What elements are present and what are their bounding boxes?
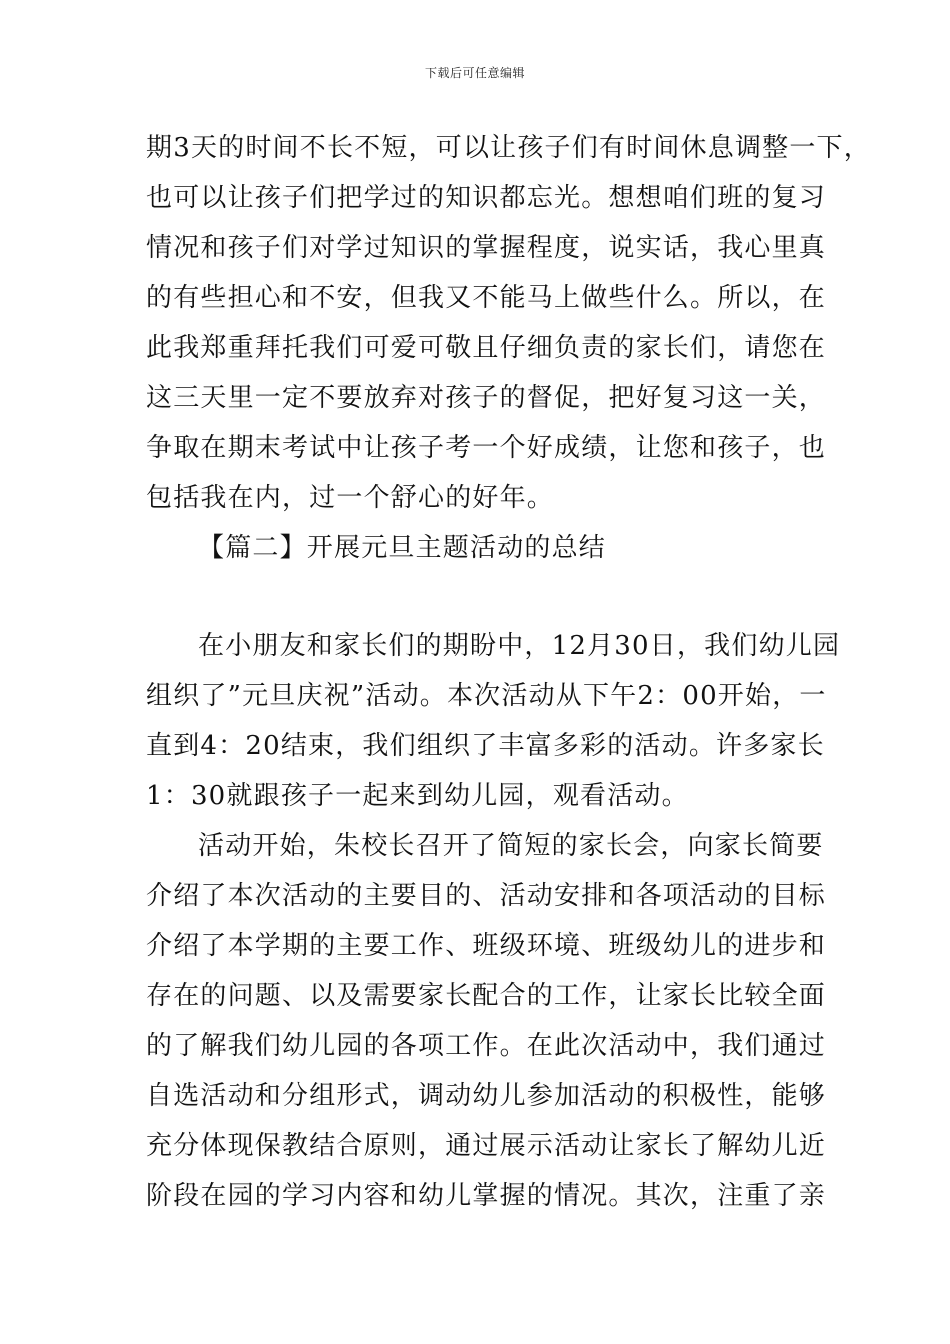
body-line: 期3天的时间不长不短，可以让孩子们有时间休息调整一下， [146,133,871,163]
body-line: 包括我在内，过一个舒心的好年。 [146,483,555,513]
body-line: 存在的问题、以及需要家长配合的工作，让家长比较全面 [146,981,827,1011]
body-line: 争取在期末考试中让孩子考一个好成绩，让您和孩子，也 [146,433,827,463]
body-line: 阶段在园的学习内容和幼儿掌握的情况。其次，注重了亲 [146,1181,827,1211]
body-line: 情况和孩子们对学过知识的掌握程度，说实话，我心里真 [146,233,827,263]
body-line: 此我郑重拜托我们可爱可敬且仔细负责的家长们，请您在 [146,333,827,363]
body-line: 这三天里一定不要放弃对孩子的督促，把好复习这一关， [146,383,827,413]
body-line: 组织了”元旦庆祝”活动。本次活动从下午2：00开始，一 [146,681,827,711]
paragraph-first-line: 活动开始，朱校长召开了简短的家长会，向家长简要 [198,831,824,861]
paragraph-first-line: 在小朋友和家长们的期盼中，12月30日，我们幼儿园 [198,631,841,661]
body-line: 直到4：20结束，我们组织了丰富多彩的活动。许多家长 [146,731,825,761]
body-line: 也可以让孩子们把学过的知识都忘光。想想咱们班的复习 [146,183,827,213]
body-line: 的有些担心和不安，但我又不能马上做些什么。所以，在 [146,283,827,313]
page-header: 下载后可任意编辑 [424,66,525,80]
body-line: 介绍了本学期的主要工作、班级环境、班级幼儿的进步和 [146,931,827,961]
body-line: 介绍了本次活动的主要目的、活动安排和各项活动的目标 [146,881,827,911]
body-line: 的了解我们幼儿园的各项工作。在此次活动中，我们通过 [146,1031,827,1061]
body-line: 自选活动和分组形式，调动幼儿参加活动的积极性，能够 [146,1081,827,1111]
body-line: 1：30就跟孩子一起来到幼儿园，观看活动。 [146,781,689,811]
section-heading: 【篇二】开展元旦主题活动的总结 [198,533,607,563]
body-line: 充分体现保教结合原则，通过展示活动让家长了解幼儿近 [146,1131,827,1161]
